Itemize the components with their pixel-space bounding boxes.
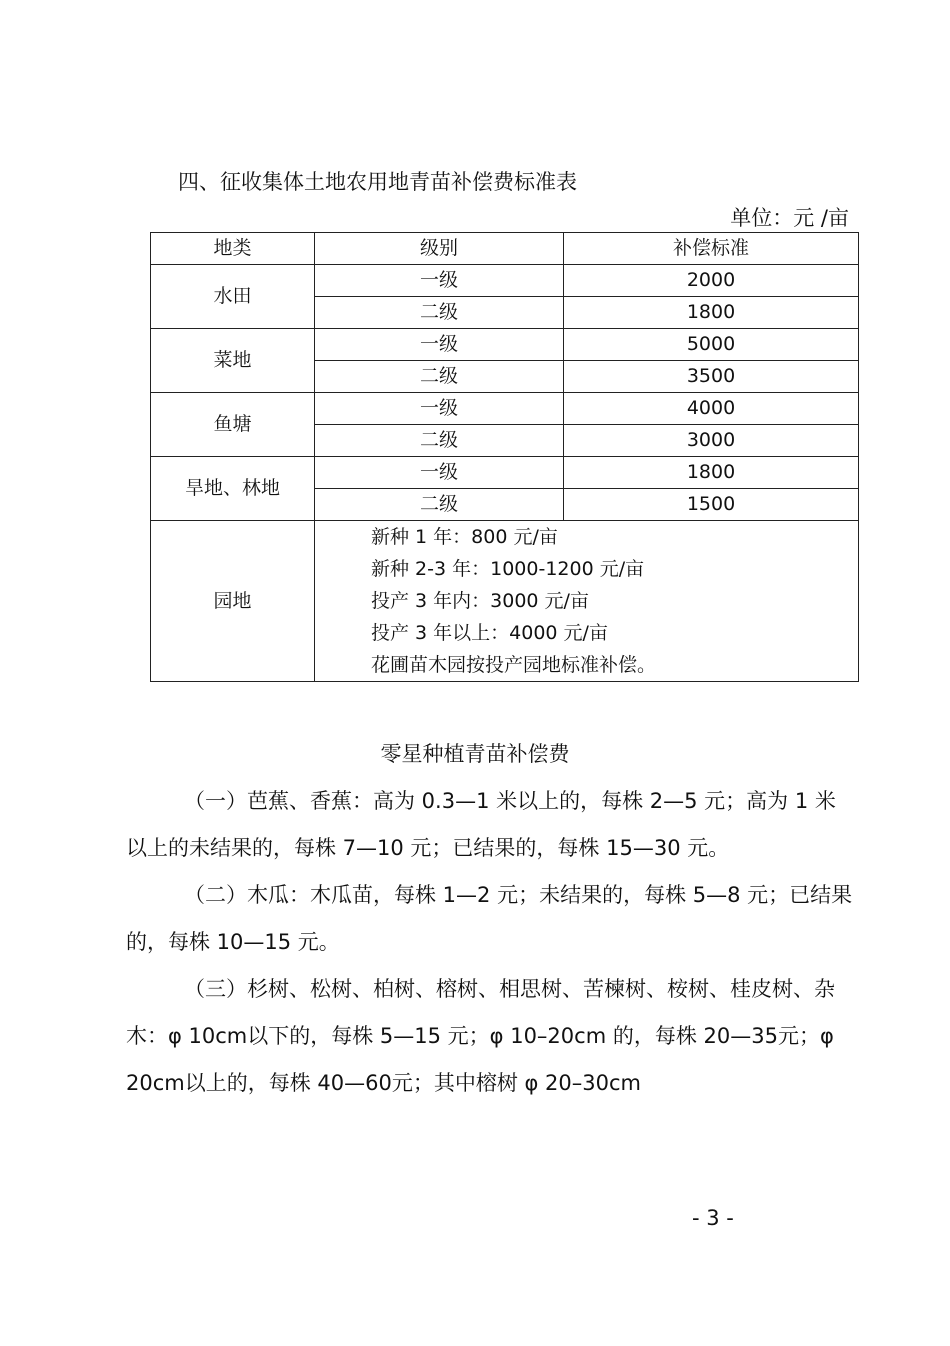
land-type-cell: 菜地: [151, 329, 315, 393]
level-cell: 一级: [315, 329, 564, 361]
level-cell: 二级: [315, 361, 564, 393]
table-header-row: [151, 233, 859, 265]
compensation-table: [150, 232, 859, 682]
header-standard: 补偿标准: [564, 233, 859, 265]
paragraph: （一）芭蕉、香蕉：高为 0.3—1 米以上的，每株 2—5 元；高为 1 米以上的未结果的，每株 7—10 元；已结果的，每株 15—30 元。: [126, 789, 836, 860]
garden-detail-cell: [315, 521, 859, 682]
land-type-cell: 水田: [151, 265, 315, 329]
garden-line: 新种 2-3 年：1000-1200 元/亩: [371, 558, 645, 580]
header-level: 级别: [315, 233, 564, 265]
page-number: - 3 -: [692, 1206, 734, 1230]
level-cell: 二级: [315, 425, 564, 457]
table-title: 四、征收集体土地农用地青苗补偿费标准表: [178, 170, 577, 194]
value-cell: 5000: [564, 329, 859, 361]
garden-line: 新种 1 年：800 元/亩: [371, 526, 558, 548]
land-type-cell: 旱地、林地: [151, 457, 315, 521]
table-row: [151, 457, 859, 489]
header-land-type: 地类: [151, 233, 315, 265]
garden-line: 投产 3 年以上：4000 元/亩: [371, 622, 608, 644]
level-cell: 二级: [315, 489, 564, 521]
land-type-cell: 鱼塘: [151, 393, 315, 457]
paragraph: （三）杉树、松树、柏树、榕树、相思树、苦楝树、桉树、桂皮树、杂木：φ 10cm以下的，每株 5—15 元；φ 10–20cm 的，每株 20—35元；φ 20cm以上的，每株 40—60元；其中榕树 φ 20–30cm: [126, 977, 835, 1095]
value-cell: 3000: [564, 425, 859, 457]
paragraph: （二）木瓜：木瓜苗，每株 1—2 元；未结果的，每株 5—8 元；已结果的，每株 10—15 元。: [126, 883, 853, 954]
level-cell: 二级: [315, 297, 564, 329]
section-title: 零星种植青苗补偿费: [380, 742, 570, 766]
value-cell: 4000: [564, 393, 859, 425]
value-cell: 1800: [564, 457, 859, 489]
land-type-cell: 园地: [151, 521, 315, 682]
level-cell: 一级: [315, 457, 564, 489]
table-row: [151, 265, 859, 297]
value-cell: 1800: [564, 297, 859, 329]
level-cell: 一级: [315, 265, 564, 297]
paragraph-block: [126, 778, 854, 1107]
table-row: [151, 329, 859, 361]
value-cell: 1500: [564, 489, 859, 521]
garden-line: 投产 3 年内：3000 元/亩: [371, 590, 589, 612]
garden-line: 花圃苗木园按投产园地标准补偿。: [371, 654, 657, 676]
value-cell: 3500: [564, 361, 859, 393]
unit-label: 单位：元 /亩: [730, 206, 849, 230]
table-row: [151, 393, 859, 425]
value-cell: 2000: [564, 265, 859, 297]
table-row-garden: [151, 521, 859, 682]
level-cell: 一级: [315, 393, 564, 425]
